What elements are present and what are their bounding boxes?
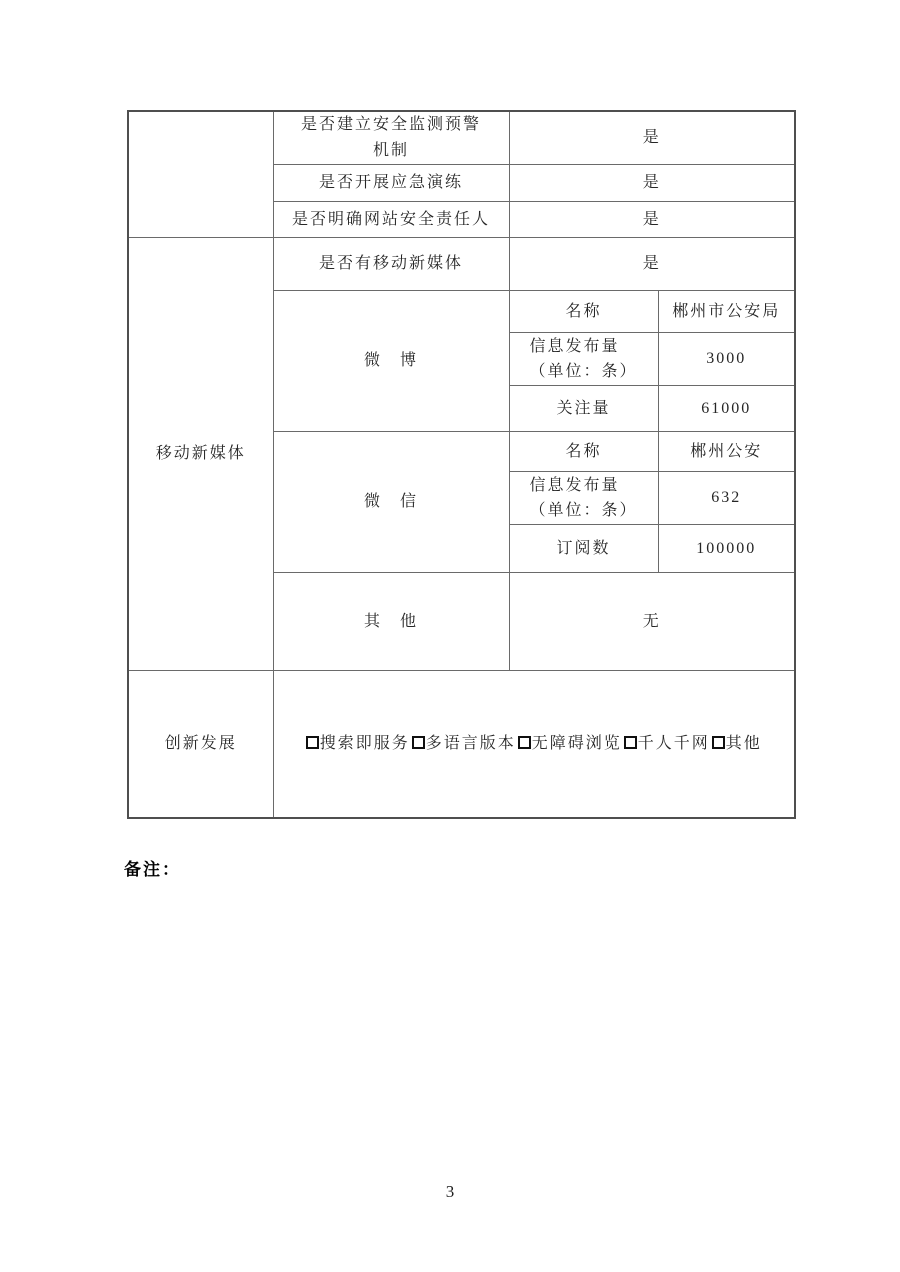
- other-media-value: 无: [509, 573, 795, 671]
- checkbox-icon-personalized: [624, 736, 637, 749]
- emergency-drill-value: 是: [509, 165, 795, 202]
- option-label-search-service: 搜索即服务: [319, 734, 410, 752]
- weibo-followers-label: 关注量: [509, 386, 658, 432]
- wechat-posts-label-line1: 信息发布量: [529, 476, 620, 494]
- weibo-followers-value: 61000: [658, 386, 795, 432]
- checkbox-icon-multilingual: [412, 736, 425, 749]
- weibo-posts-value: 3000: [658, 333, 795, 386]
- checkbox-icon-search-service: [306, 736, 319, 749]
- mobile-media-section-header: 移动新媒体: [128, 238, 273, 671]
- option-label-multilingual: 多语言版本: [425, 734, 516, 752]
- innovation-section-header: 创新发展: [128, 671, 273, 818]
- option-label-personalized: 千人千网: [637, 734, 710, 752]
- has-mobile-media-label: 是否有移动新媒体: [273, 238, 509, 291]
- checkbox-icon-accessibility: [518, 736, 531, 749]
- option-label-other: 其他: [725, 734, 762, 752]
- weibo-posts-label-line1: 信息发布量: [529, 337, 620, 355]
- emergency-drill-label: 是否开展应急演练: [273, 165, 509, 202]
- page-number: 3: [445, 1182, 455, 1201]
- wechat-subscribers-value: 100000: [658, 525, 795, 573]
- has-mobile-media-value: 是: [509, 238, 795, 291]
- wechat-name-value: 郴州公安: [658, 432, 795, 472]
- weibo-name-value: 郴州市公安局: [658, 291, 795, 333]
- security-monitor-label: [273, 111, 509, 165]
- weibo-posts-label-lines: [529, 334, 637, 384]
- remarks-label: 备注：: [124, 860, 181, 879]
- checkbox-icon-other: [712, 736, 725, 749]
- wechat-posts-label-line2: （单位：条）: [529, 501, 638, 519]
- section-continuation-cell: [128, 111, 273, 238]
- annual-report-table: [127, 110, 796, 819]
- table-row: [128, 238, 795, 291]
- wechat-posts-value: 632: [658, 472, 795, 525]
- option-label-accessibility: 无障碍浏览: [531, 734, 622, 752]
- table-row: [128, 671, 795, 818]
- wechat-posts-label-lines: [529, 473, 637, 523]
- wechat-name-label: 名称: [509, 432, 658, 472]
- table-row: [128, 111, 795, 165]
- security-monitor-label-line1: 是否建立安全监测预警: [300, 116, 481, 133]
- security-monitor-label-line2: 机制: [372, 142, 409, 159]
- security-officer-label: 是否明确网站安全责任人: [273, 202, 509, 238]
- weibo-posts-label: [509, 333, 658, 386]
- security-officer-value: 是: [509, 202, 795, 238]
- security-monitor-value: 是: [509, 111, 795, 165]
- wechat-label: 微 信: [273, 432, 509, 573]
- wechat-subscribers-label: 订阅数: [509, 525, 658, 573]
- innovation-options-cell: [273, 671, 795, 818]
- other-media-label: 其 他: [273, 573, 509, 671]
- weibo-posts-label-line2: （单位：条）: [529, 362, 638, 380]
- wechat-posts-label: [509, 472, 658, 525]
- weibo-name-label: 名称: [509, 291, 658, 333]
- weibo-label: 微 博: [273, 291, 509, 432]
